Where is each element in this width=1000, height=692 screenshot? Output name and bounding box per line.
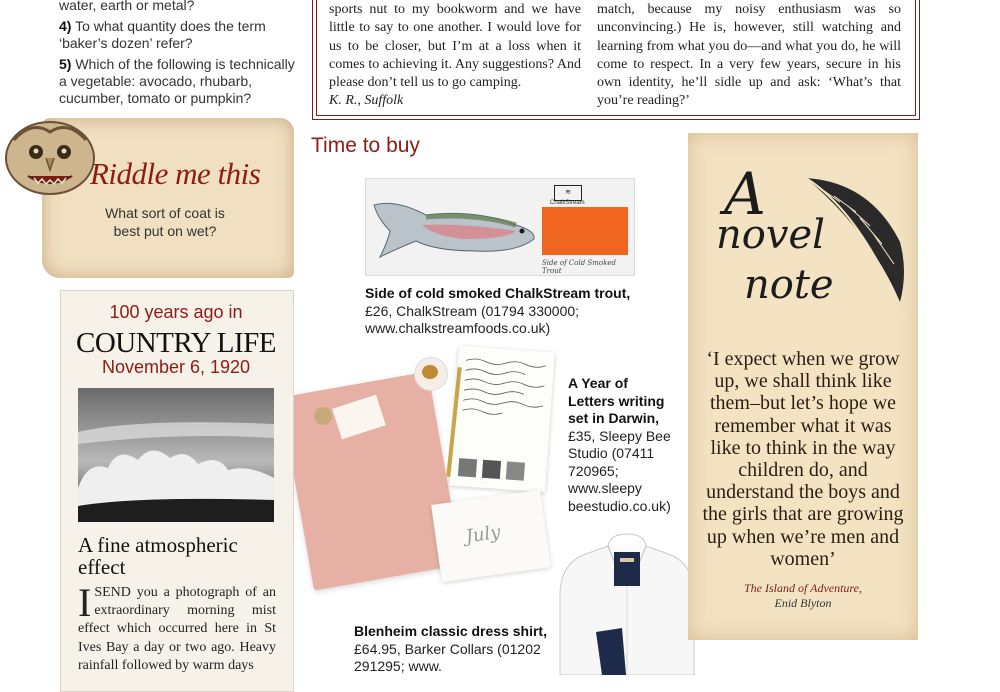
article-body: SEND you a photograph of an extraordinary morning mist effect which occurred here in St Ives Bay a day or two ago. Heavy rainfall followed by warm days <box>78 585 276 673</box>
article-dropcap: I <box>78 580 92 625</box>
quiz-q5-number: 5) <box>59 56 72 72</box>
photo-thumbnail <box>458 458 477 477</box>
shirt-details: £64.95, Barker Collars (01202 291295; www. <box>354 640 541 674</box>
shirt-name: Blenheim classic dress shirt, <box>354 623 547 639</box>
chalkstream-logo-icon: ≋ <box>554 185 582 201</box>
quiz-q3-tail: water, earth or metal? <box>59 0 195 13</box>
quiz-q4-text: To what quantity does the term ‘baker’s dozen’ refer? <box>59 18 266 51</box>
trout-product-details: £26, ChalkStream (01794 330000; www.chalkstreamfoods.co.uk) <box>365 302 580 336</box>
writing-set-caption <box>568 375 678 515</box>
handwritten-letter <box>449 346 555 492</box>
letter-column-right <box>597 1 901 111</box>
letter-column-left <box>329 1 581 111</box>
gold-wax-seal-icon <box>422 365 438 379</box>
dress-shirt-image <box>556 532 698 675</box>
mist-photo-image <box>78 388 274 522</box>
country-life-date: November 6, 1920 <box>101 357 251 377</box>
novel-note-author: Enid Blyton <box>774 596 832 610</box>
novel-note-quote: ‘I expect when we grow up, we shall think like them–but let’s hope we remember what it was like to think in the way children do, and understand the boys and the girls that are growing up when we’re men and women’ <box>702 348 904 570</box>
riddle-title: Riddle me this <box>90 156 261 191</box>
country-life-masthead: COUNTRY LIFE <box>76 327 276 359</box>
quiz-q5 <box>59 56 299 107</box>
trout-pack <box>542 207 628 255</box>
trout-product-name: Side of cold smoked ChalkStream trout, <box>365 285 631 301</box>
riddle-question: What sort of coat is best put on wet? <box>105 205 225 239</box>
quiz-q4 <box>59 18 299 52</box>
trout-caption <box>365 285 635 338</box>
mist-photograph <box>78 388 274 522</box>
quiz-q5-text: Which of the following is technically a vegetable: avocado, rhubarb, cucumber, tomato or pumpkin? <box>59 56 295 106</box>
letter-right-text: match, because my noisy enthusiasm was so unconvincing.) He is, however, still watching and learning from what you do—and what you do, he will come to respect. In a very few years, secure in his own identity, he’ll sidle up and ask: ‘What’s that you’re reading?’ <box>597 2 901 109</box>
novel-note-title-novel: novel <box>716 212 825 258</box>
wax-seal-icon <box>314 407 332 425</box>
letter-left-text: sports nut to my bookworm and we have little to say to one another. I would love for us to be closer, but I’m at a loss when it comes to achieving it. Any suggestions? And please don’t tell us to go camping. <box>329 2 581 91</box>
letter-signature: K. R., Suffolk <box>329 93 404 109</box>
novel-note-title-a: A <box>724 160 766 228</box>
novel-note-source: The Island of Adventure, <box>744 581 862 595</box>
country-life-years-ago: 100 years ago in <box>109 302 243 322</box>
quill-feather-icon <box>800 172 912 322</box>
shirt-caption <box>354 623 554 676</box>
greeting-card <box>431 490 551 583</box>
card-script-text: July <box>464 521 502 548</box>
photo-thumbnail <box>482 460 501 479</box>
writing-set-details: £35, Sleepy Bee Studio (07411 720965; www.sleepy beestudio.co.uk) <box>568 427 671 514</box>
novel-note-title-note: note <box>744 262 834 308</box>
country-life-headline: A fine atmospheric effect <box>78 533 238 579</box>
quiz-q4-number: 4) <box>59 18 72 34</box>
letters-box <box>312 0 920 120</box>
shirt-icon <box>556 532 698 675</box>
writing-set-name: A Year of Letters writing set in Darwin, <box>568 375 665 426</box>
trout-product-image <box>365 178 635 276</box>
time-to-buy-heading: Time to buy <box>311 134 420 157</box>
photo-thumbnail <box>506 461 525 480</box>
quiz-section <box>59 0 299 111</box>
gargoyle-face-icon <box>2 118 98 200</box>
trout-pack-brand: ChalkStream <box>550 200 585 206</box>
country-life-article <box>78 580 276 675</box>
trout-pack-label: Side of Cold Smoked Trout <box>542 259 616 275</box>
handwriting-lines <box>452 346 555 452</box>
writing-set-image <box>296 347 558 595</box>
